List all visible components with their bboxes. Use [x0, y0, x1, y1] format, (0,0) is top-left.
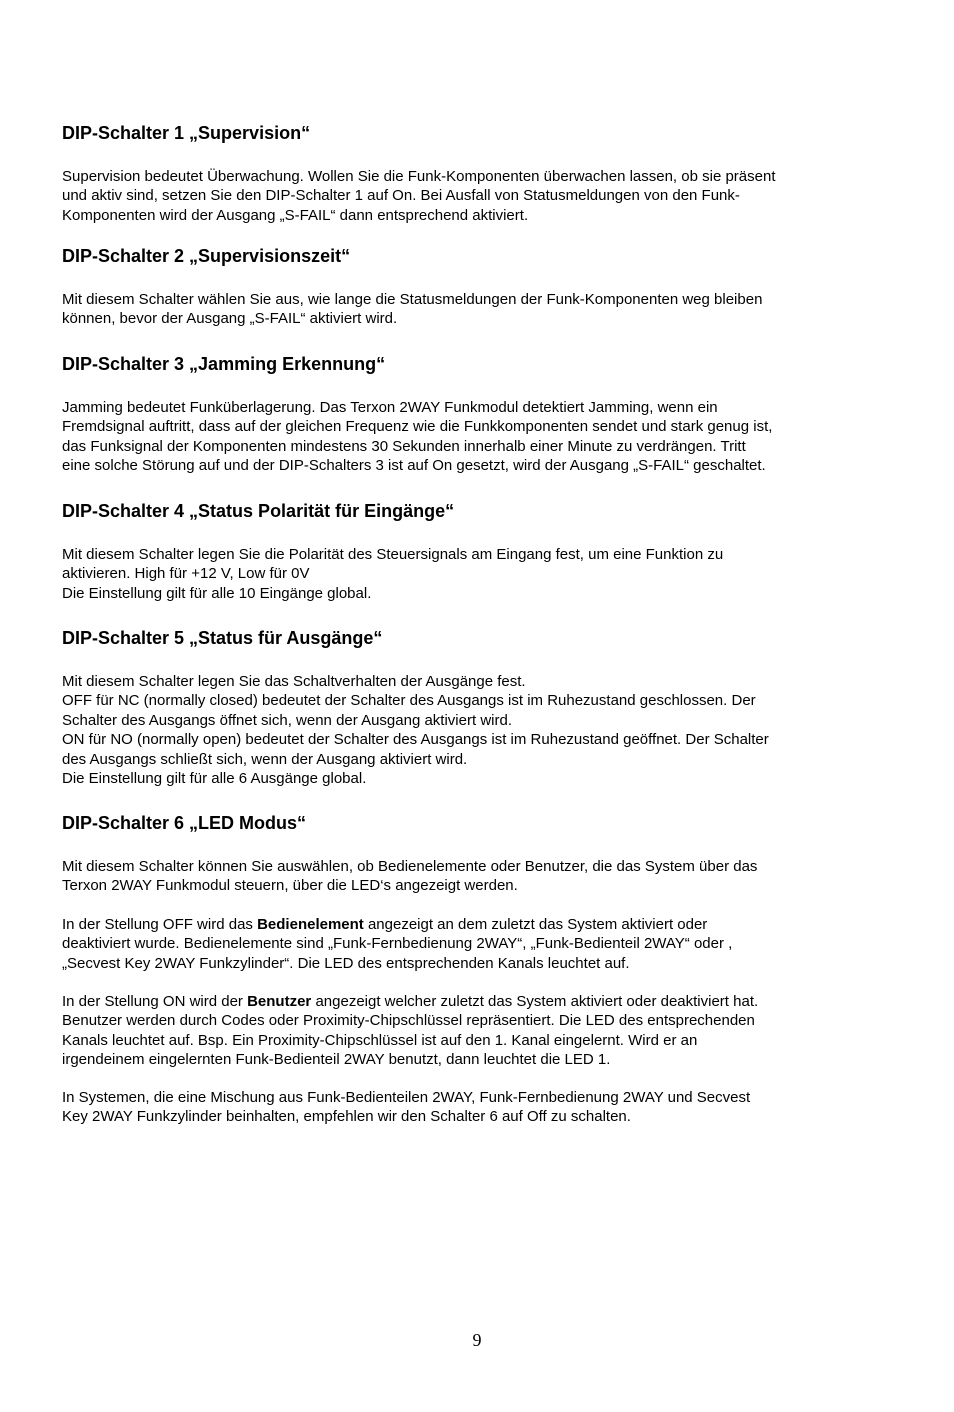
- text-line: Mit diesem Schalter können Sie auswählen, ob Bedienelemente oder Benutzer, die das System über das: [62, 858, 758, 875]
- text-line: Mit diesem Schalter legen Sie das Schaltverhalten der Ausgänge fest.: [62, 673, 526, 690]
- section-heading-dip-6: DIP-Schalter 6 „LED Modus“: [62, 813, 307, 833]
- section-paragraph-dip-5: [62, 672, 867, 788]
- text-line: Die Einstellung gilt für alle 6 Ausgänge global.: [62, 770, 367, 788]
- text-line: „Secvest Key 2WAY Funkzylinder“. Die LED des entsprechenden Kanals leuchtet auf.: [62, 954, 630, 972]
- text-line: Jamming bedeutet Funküberlagerung. Das Terxon 2WAY Funkmodul detektiert Jamming, wenn ein: [62, 399, 718, 416]
- text-line: des Ausgangs schließt sich, wenn der Ausgang aktiviert wird.: [62, 750, 468, 768]
- text-line: Terxon 2WAY Funkmodul steuern, über die LED‘s angezeigt werden.: [62, 877, 518, 895]
- text-line: und aktiv sind, setzen Sie den DIP-Schalter 1 auf On. Bei Ausfall von Statusmeldungen von den Funk-: [62, 187, 740, 205]
- section-heading-dip-4: DIP-Schalter 4 „Status Polarität für Eingänge“: [62, 501, 455, 521]
- text-line: Fremdsignal auftritt, dass auf der gleichen Frequenz wie die Funkkomponenten sendet und stark genug ist,: [62, 418, 773, 436]
- bold-term-bedienelement: Bedienelement: [257, 916, 364, 933]
- text-line: Mit diesem Schalter legen Sie die Polarität des Steuersignals am Eingang fest, um eine Funktion zu: [62, 546, 724, 563]
- page-number: 9: [472, 1330, 482, 1350]
- bold-term-benutzer: Benutzer: [247, 993, 312, 1010]
- section-paragraph-dip-4: [62, 545, 867, 603]
- text-line: ON für NO (normally open) bedeutet der Schalter des Ausgangs ist im Ruhezustand geöffnet. Der Schalter: [62, 731, 769, 749]
- led-on-paragraph: [62, 992, 867, 1070]
- text-line: deaktiviert wurde. Bedienelemente sind „Funk-Fernbedienung 2WAY“, „Funk-Bedienteil 2WAY“ oder ,: [62, 935, 733, 953]
- text-line: können, bevor der Ausgang „S-FAIL“ aktiviert wird.: [62, 310, 398, 328]
- text-run: angezeigt an dem zuletzt das System aktiviert oder: [363, 916, 708, 933]
- text-line: Komponenten wird der Ausgang „S-FAIL“ dann entsprechend aktiviert.: [62, 206, 529, 224]
- section-paragraph-dip-2: [62, 290, 867, 329]
- text-line: eine solche Störung auf und der DIP-Schalters 3 ist auf On gesetzt, wird der Ausgang „S-FAIL“ geschaltet.: [62, 457, 766, 475]
- text-line: aktivieren. High für +12 V, Low für 0V: [62, 565, 310, 583]
- text-run: In der Stellung ON wird der: [62, 993, 248, 1010]
- text-line: OFF für NC (normally closed) bedeutet der Schalter des Ausgangs ist im Ruhezustand geschlossen. Der: [62, 692, 756, 710]
- section-paragraph-dip-3: [62, 398, 867, 476]
- section-heading-dip-5: DIP-Schalter 5 „Status für Ausgänge“: [62, 628, 383, 648]
- recommendation-paragraph: [62, 1088, 867, 1127]
- text-line: Key 2WAY Funkzylinder beinhalten, empfehlen wir den Schalter 6 auf Off zu schalten.: [62, 1108, 631, 1126]
- section-paragraph-dip-1: [62, 167, 867, 225]
- section-heading-dip-2: DIP-Schalter 2 „Supervisionszeit“: [62, 246, 351, 266]
- text-line: [62, 992, 867, 1011]
- section-heading-dip-1: DIP-Schalter 1 „Supervision“: [62, 123, 311, 143]
- text-run: In der Stellung OFF wird das: [62, 916, 258, 933]
- text-line: Die Einstellung gilt für alle 10 Eingänge global.: [62, 584, 372, 602]
- text-line: Kanals leuchtet auf. Bsp. Ein Proximity-Chipschlüssel ist auf den 1. Kanal eingelernt. Wird er an: [62, 1031, 698, 1049]
- section-heading-dip-3: DIP-Schalter 3 „Jamming Erkennung“: [62, 354, 386, 374]
- text-line: In Systemen, die eine Mischung aus Funk-Bedienteilen 2WAY, Funk-Fernbedienung 2WAY und Secvest: [62, 1089, 751, 1106]
- text-line: Supervision bedeutet Überwachung. Wollen Sie die Funk-Komponenten überwachen lassen, ob sie präsent: [62, 168, 776, 185]
- led-off-paragraph: [62, 915, 867, 973]
- text-line: das Funksignal der Komponenten mindestens 30 Sekunden innerhalb einer Minute zu verdrängen. Tritt: [62, 437, 746, 455]
- section-paragraph-dip-6: [62, 857, 867, 896]
- text-line: irgendeinem eingelernten Funk-Bedienteil 2WAY benutzt, dann leuchtet die LED 1.: [62, 1051, 611, 1069]
- text-line: [62, 915, 867, 934]
- text-line: Schalter des Ausgangs öffnet sich, wenn der Ausgang aktiviert wird.: [62, 711, 512, 729]
- text-run: angezeigt welcher zuletzt das System aktiviert oder deaktiviert hat.: [311, 993, 759, 1010]
- text-line: Benutzer werden durch Codes oder Proximity-Chipschlüssel repräsentiert. Die LED des entsprechenden: [62, 1012, 755, 1030]
- text-line: Mit diesem Schalter wählen Sie aus, wie lange die Statusmeldungen der Funk-Komponenten weg bleiben: [62, 291, 763, 308]
